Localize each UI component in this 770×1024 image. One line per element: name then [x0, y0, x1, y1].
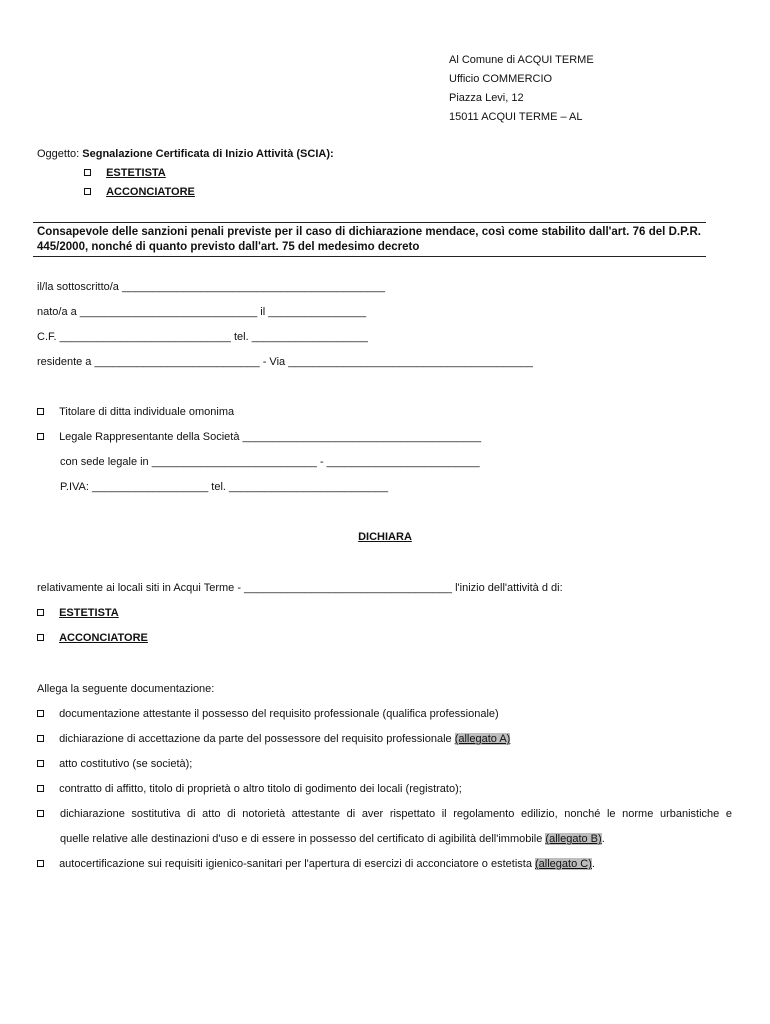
- activity-acconciatore[interactable]: [37, 632, 148, 644]
- allega-item-1[interactable]: [37, 708, 499, 720]
- field-residente[interactable]: residente a ___________________________ - Via ________________________________________: [37, 356, 533, 368]
- subject-option-label: ACCONCIATORE: [106, 186, 195, 198]
- allega-item-end: .: [601, 833, 605, 845]
- subject-option-estetista[interactable]: [84, 167, 166, 179]
- activity-label: ESTETISTA: [59, 607, 119, 619]
- allega-item-label: quelle relative alle destinazioni d'uso e di essere in possesso del certificato di agibilità dell'immobile: [60, 833, 546, 845]
- field-piva[interactable]: P.IVA: ___________________ tel. __________________________: [60, 481, 389, 493]
- notice-bottom-rule: [33, 256, 706, 257]
- checkbox-icon[interactable]: [84, 169, 91, 176]
- dichiara-heading: DICHIARA: [358, 531, 412, 543]
- checkbox-icon[interactable]: [37, 408, 44, 415]
- notice-top-rule: [33, 222, 706, 223]
- allega-item-label: autocertificazione sui requisiti igienico-sanitari per l'apertura di esercizi di acconciatore o estetista: [59, 858, 536, 870]
- checkbox-icon[interactable]: [37, 710, 44, 717]
- checkbox-icon[interactable]: [37, 860, 44, 867]
- allega-item-2[interactable]: [37, 733, 510, 745]
- field-nato[interactable]: nato/a a _____________________________ il ________________: [37, 306, 367, 318]
- allega-item-end: .: [591, 858, 595, 870]
- addressee-line-1: Al Comune di ACQUI TERME: [449, 54, 594, 66]
- allegato-b-link[interactable]: (allegato B): [545, 833, 602, 845]
- checkbox-icon[interactable]: [84, 188, 91, 195]
- subject-label: Oggetto:: [37, 148, 80, 160]
- addressee-line-2: Ufficio COMMERCIO: [449, 73, 553, 85]
- role-legale-label: Legale Rappresentante della Società _______________________________________: [59, 431, 482, 443]
- notice-text: Consapevole delle sanzioni penali previste per il caso di dichiarazione mendace, così come stabilito dall'art. 76 del D.P.R. 445/2000, nonché di quanto previsto dall'art. 75 del medesimo decreto: [37, 226, 701, 253]
- allega-item-5[interactable]: [37, 808, 44, 820]
- activity-label: ACCONCIATORE: [59, 632, 148, 644]
- allega-item-4[interactable]: [37, 783, 462, 795]
- checkbox-icon[interactable]: [37, 810, 44, 817]
- checkbox-icon[interactable]: [37, 433, 44, 440]
- subject-option-acconciatore[interactable]: [84, 186, 195, 198]
- allega-item-label: atto costitutivo (se società);: [59, 758, 193, 770]
- allega-title: Allega la seguente documentazione:: [37, 683, 215, 695]
- allega-item-label: contratto di affitto, titolo di proprietà o altro titolo di godimento dei locali (registrato);: [59, 783, 462, 795]
- allega-item-label: documentazione attestante il possesso del requisito professionale (qualifica professionale): [59, 708, 499, 720]
- field-sottoscritto[interactable]: il/la sottoscritto/a ___________________________________________: [37, 281, 386, 293]
- allega-item-5-line-1: dichiarazione sostitutiva di atto di notorietà attestante di aver rispettato il regolamento edilizio, nonché le norme urbanistiche e: [60, 808, 732, 820]
- activity-estetista[interactable]: [37, 607, 119, 619]
- allega-item-5-line-2: [60, 833, 605, 845]
- subject-option-label: ESTETISTA: [106, 167, 166, 179]
- allega-item-3[interactable]: [37, 758, 192, 770]
- addressee-line-4: 15011 ACQUI TERME – AL: [449, 111, 583, 123]
- subject-line: [37, 148, 334, 160]
- checkbox-icon[interactable]: [37, 634, 44, 641]
- role-legale[interactable]: [37, 431, 481, 443]
- checkbox-icon[interactable]: [37, 785, 44, 792]
- allega-item-6[interactable]: [37, 858, 595, 870]
- allega-item-label: dichiarazione di accettazione da parte del possessore del requisito professionale: [59, 733, 455, 745]
- addressee-line-3: Piazza Levi, 12: [449, 92, 524, 104]
- allegato-c-link[interactable]: (allegato C): [535, 858, 592, 870]
- field-sede[interactable]: con sede legale in ___________________________ - _________________________: [60, 456, 480, 468]
- checkbox-icon[interactable]: [37, 760, 44, 767]
- role-titolare[interactable]: [37, 406, 234, 418]
- checkbox-icon[interactable]: [37, 735, 44, 742]
- role-titolare-label: Titolare di ditta individuale omonima: [59, 406, 235, 418]
- subject-text: Segnalazione Certificata di Inizio Attività (SCIA):: [82, 148, 334, 160]
- field-cf[interactable]: C.F. ____________________________ tel. ___________________: [37, 331, 368, 343]
- checkbox-icon[interactable]: [37, 609, 44, 616]
- allegato-a-link[interactable]: (allegato A): [454, 733, 511, 745]
- field-relativamente[interactable]: relativamente ai locali siti in Acqui Terme - __________________________________ l'inizio dell'attività d di:: [37, 582, 563, 594]
